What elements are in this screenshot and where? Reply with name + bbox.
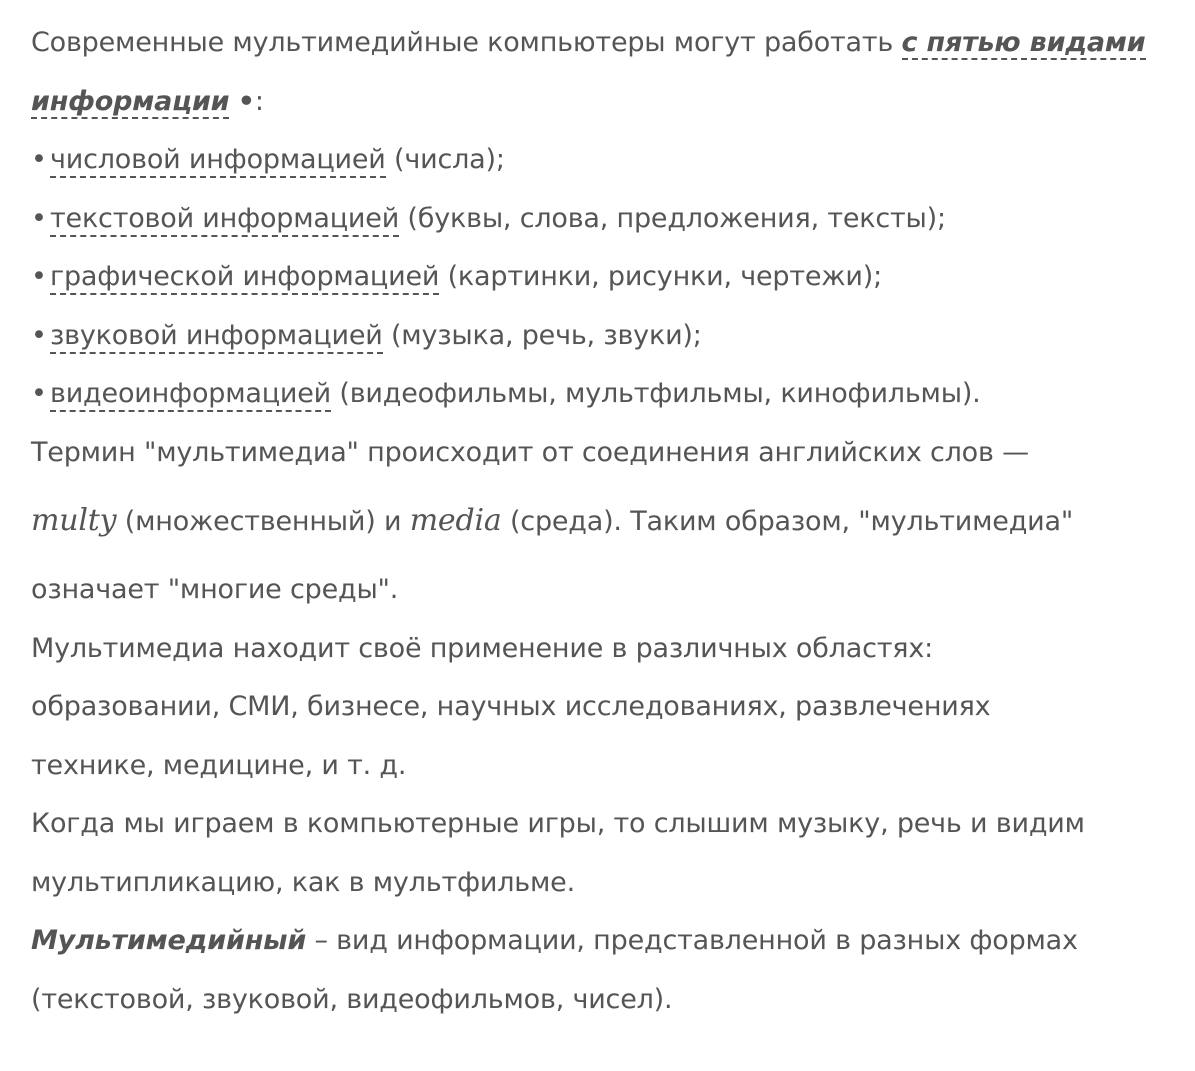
list-item-desc: (видеофильмы, мультфильмы, кинофильмы). [331,378,981,409]
definition-text: – вид информации, представленной в разных формах [306,925,1078,956]
usage-line2: образовании, СМИ, бизнесе, научных исследованиях, развлечениях [31,691,991,722]
list-item [31,307,1181,366]
intro-text: Современные мультимедийные компьютеры могут работать [31,27,902,58]
term-link[interactable]: числовой информацией [50,144,386,178]
list-item [31,365,1181,424]
bullet-icon: • [31,144,47,175]
term-origin-line3: означает "многие среды". [31,574,399,605]
definition-paragraph [31,912,1181,1029]
list-item [31,131,1181,190]
term-origin-mid1: (множественный) и [116,506,410,537]
list-item-desc: (числа); [385,144,505,175]
term-origin-line2 [31,482,1181,561]
math-word-media: media [409,503,502,538]
term-link[interactable]: звуковой информацией [50,320,383,354]
intro-colon: : [254,85,264,117]
list-item-desc: (музыка, речь, звуки); [382,319,702,351]
term-origin-line1: Термин "мультимедиа" происходит от соединения английских слов — [31,436,1029,468]
info-types-list [31,131,1181,424]
term-origin-mid2: (среда). Таким образом, "мультимедиа" [501,506,1074,537]
intro-paragraph [31,14,1181,131]
games-paragraph [31,795,1181,912]
bullet-icon: • [31,202,47,234]
math-word-multy: multy [31,503,117,538]
five-kinds-term-link[interactable]: с пятью видами информации [31,27,1146,117]
games-line2: мультипликацию, как в мультфильме. [31,866,575,898]
list-item-desc: (картинки, рисунки, чертежи); [439,261,883,292]
definition-line1 [31,912,1181,971]
usage-paragraph [31,620,1181,796]
usage-line1: Мультимедиа находит своё применение в различных областях: [31,632,933,664]
term-link[interactable]: графической информацией [50,261,439,295]
definition-line2: (текстовой, звуковой, видеофильмов, чисел). [31,983,673,1015]
games-line1: Когда мы играем в компьютерные игры, то слышим музыку, речь и видим [31,808,1085,839]
term-link[interactable]: видеоинформацией [50,378,331,412]
list-item-desc: (буквы, слова, предложения, тексты); [399,202,946,234]
bullet-icon: • [31,319,47,351]
bullet-icon: • [31,378,47,409]
definition-term: Мультимедийный [31,925,307,956]
term-origin-paragraph [31,424,1181,620]
usage-line3: технике, медицине, и т. д. [31,749,407,781]
document-body [31,14,1181,1029]
term-marker: • [237,85,255,117]
bullet-icon: • [31,261,47,292]
term-link[interactable]: текстовой информацией [50,203,399,237]
list-item [31,248,1181,307]
list-item [31,190,1181,249]
